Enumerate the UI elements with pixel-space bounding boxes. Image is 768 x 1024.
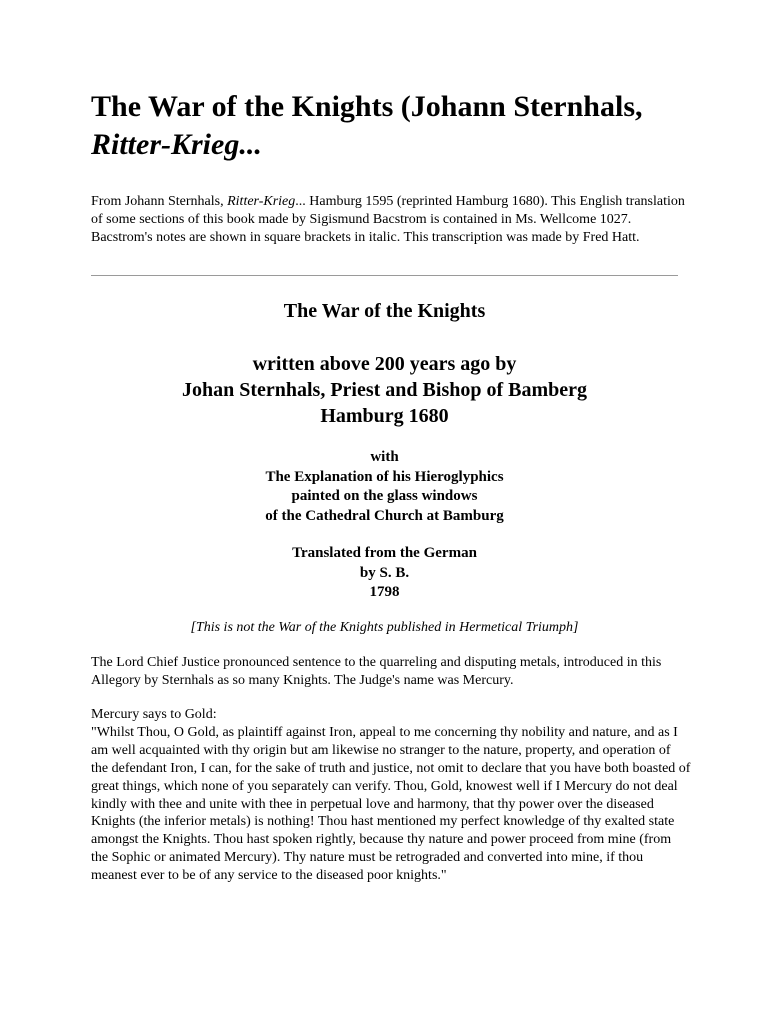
with-line-2: The Explanation of his Hieroglyphics — [265, 468, 504, 485]
speech-text: "Whilst Thou, O Gold, as plaintiff against Iron, appeal to me concerning thy nobility and nature, and as I am well acquainted with thy origin but am likewise no stranger to the nature, property, and operation of the defendant Iron, I can, for the sake of truth and justice, not omit to declare that you have both boasted of great things, which none of you separately can verify. Thou, Gold, knowest well if I Mercury do not deal kindly with thee and unite with thee in perpetual love and harmony, that thy power over the diseased Knights (the inferior metals) is nothing! Thou hast mentioned my perfect knowledge of thy exalted state amongst the Knights. Thou hast spoken rightly, because thy nature and power proceed from mine (from the Sophic or animated Mercury). Thy nature must be retrograded and converted into mine, if thou meanest ever to be of any service to the diseased poor knights." — [91, 724, 691, 884]
body-paragraph-2 — [91, 706, 691, 885]
translation-line-2: by S. B. — [359, 564, 410, 581]
intro-prefix: From Johann Sternhals, — [91, 194, 228, 209]
title-main: The War of the Knights (Johann Sternhals, — [91, 90, 643, 123]
translation-line-1: Translated from the German — [292, 545, 477, 561]
heading-line-2: Johan Sternhals, Priest and Bishop of Bamberg — [181, 379, 588, 401]
intro-paragraph — [91, 193, 691, 247]
heading-line-1: written above 200 years ago by — [252, 353, 517, 375]
with-line-4: of the Cathedral Church at Bamburg — [265, 507, 504, 524]
horizontal-rule — [91, 275, 678, 276]
speaker-line: Mercury says to Gold: — [91, 707, 217, 722]
intro-rest: ... Hamburg 1595 (reprinted Hamburg 1680). This English translation of some sections of this book made by Sigismund Bacstrom is contained in Ms. Wellcome 1027. Bacstrom's notes are shown in square brackets in italic. This transcription was made by Fred Hatt. — [91, 194, 685, 245]
editorial-note: [This is not the War of the Knights published in Hermetical Triumph] — [190, 620, 579, 635]
translation-block — [91, 544, 678, 603]
with-line-1: with — [370, 449, 399, 465]
translation-line-3: 1798 — [369, 584, 400, 600]
body-paragraph-1: The Lord Chief Justice pronounced sentence to the quarreling and disputing metals, introduced in this Allegory by Sternhals as so many Knights. The Judge's name was Mercury. — [91, 655, 662, 688]
heading-line-3: Hamburg 1680 — [320, 405, 449, 427]
heading-title: The War of the Knights — [283, 300, 486, 322]
with-line-3: painted on the glass windows — [291, 488, 478, 504]
heading-subtitle — [91, 351, 678, 429]
intro-book-title: Ritter-Krieg — [227, 194, 296, 209]
title-italic: Ritter-Krieg... — [91, 128, 262, 161]
page-title — [91, 88, 691, 164]
with-block — [91, 448, 678, 526]
